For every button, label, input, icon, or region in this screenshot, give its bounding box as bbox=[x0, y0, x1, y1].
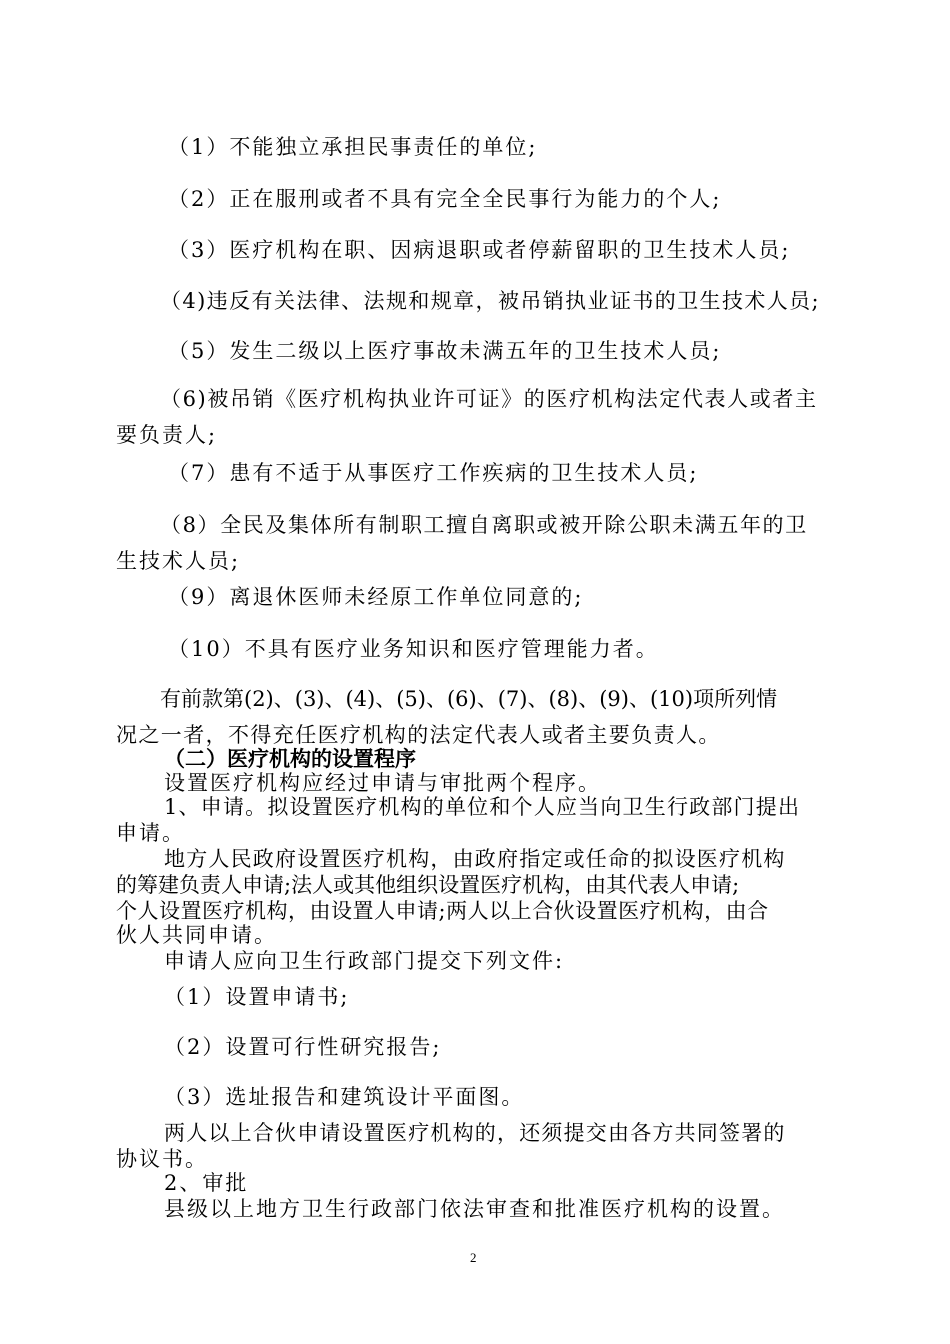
body-line: 有前款第(2)、(3)、(4)、(5)、(6)、(7)、(8)、(9)、(10)项所列情 bbox=[160, 687, 778, 711]
section-heading: （二）医疗机构的设置程序 bbox=[164, 747, 416, 771]
body-line: 两人以上合伙申请设置医疗机构的，还须提交由各方共同签署的 bbox=[164, 1121, 786, 1145]
body-line: 地方人民政府设置医疗机构，由政府指定或任命的拟设医疗机构 bbox=[164, 847, 786, 871]
body-line: 生技术人员; bbox=[116, 549, 241, 573]
body-line: （1）不能独立承担民事责任的单位; bbox=[168, 135, 538, 159]
body-line: （1）设置申请书; bbox=[164, 985, 350, 1009]
body-line: （3）选址报告和建筑设计平面图。 bbox=[164, 1085, 525, 1109]
body-line: 况之一者，不得充任医疗机构的法定代表人或者主要负责人。 bbox=[116, 723, 721, 747]
body-line: （8）全民及集体所有制职工擅自离职或被开除公职未满五年的卫 bbox=[160, 513, 808, 537]
body-line: 的筹建负责人申请;法人或其他组织设置医疗机构，由其代表人申请; bbox=[116, 873, 740, 897]
body-line: （7）患有不适于从事医疗工作疾病的卫生技术人员; bbox=[168, 461, 699, 485]
body-line: 1、申请。拟设置医疗机构的单位和个人应当向卫生行政部门提出 bbox=[164, 795, 801, 819]
body-line: （5）发生二级以上医疗事故未满五年的卫生技术人员; bbox=[168, 339, 722, 363]
page-number: 2 bbox=[470, 1250, 477, 1265]
body-line: 设置医疗机构应经过申请与审批两个程序。 bbox=[164, 771, 601, 795]
body-line: （3）医疗机构在职、因病退职或者停薪留职的卫生技术人员; bbox=[168, 238, 791, 262]
body-line: （9）离退休医师未经原工作单位同意的; bbox=[168, 585, 584, 609]
body-line: 伙人共同申请。 bbox=[116, 923, 277, 947]
body-line: （2）设置可行性研究报告; bbox=[164, 1035, 442, 1059]
body-line: （2）正在服刑或者不具有完全全民事行为能力的个人; bbox=[168, 187, 722, 211]
body-line: （10）不具有医疗业务知识和医疗管理能力者。 bbox=[168, 637, 659, 661]
body-line: 县级以上地方卫生行政部门依法审查和批准医疗机构的设置。 bbox=[164, 1197, 785, 1221]
body-line: 申请。 bbox=[116, 821, 185, 845]
body-line: （4)违反有关法律、法规和规章，被吊销执业证书的卫生技术人员; bbox=[160, 289, 821, 313]
body-line: 协议书。 bbox=[116, 1147, 208, 1171]
body-line: 2、审批 bbox=[164, 1171, 249, 1195]
body-line: 申请人应向卫生行政部门提交下列文件: bbox=[164, 949, 565, 973]
body-line: （6)被吊销《医疗机构执业许可证》的医疗机构法定代表人或者主 bbox=[160, 387, 818, 411]
body-line: 要负责人; bbox=[116, 423, 218, 447]
body-line: 个人设置医疗机构，由设置人申请;两人以上合伙设置医疗机构，由合 bbox=[116, 899, 769, 923]
